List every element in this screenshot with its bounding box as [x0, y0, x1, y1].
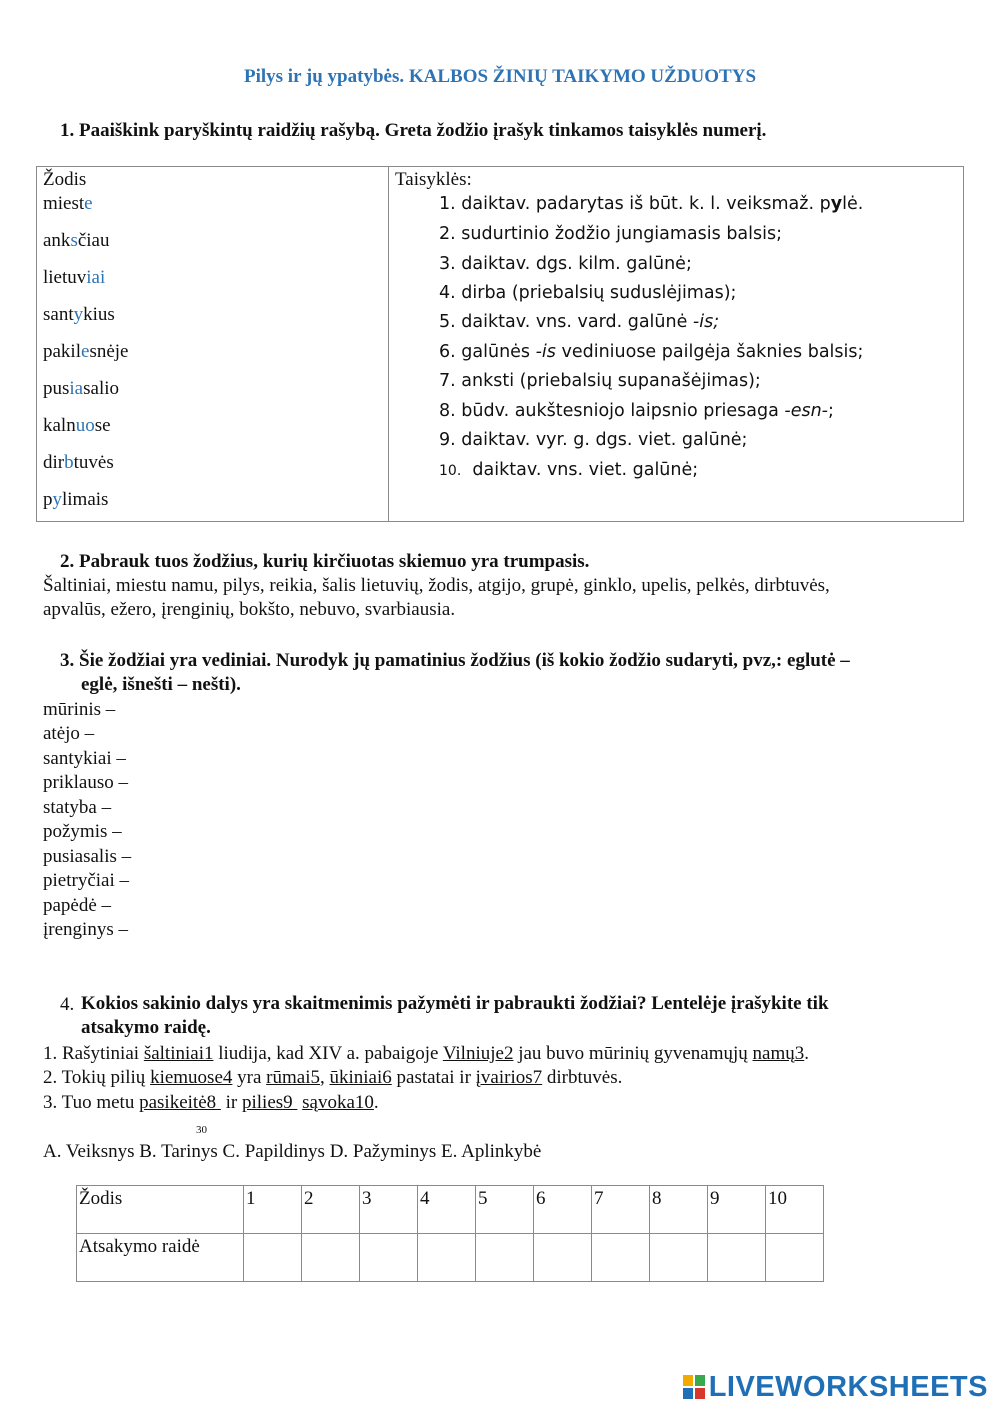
rule-item: 2. sudurtinio žodžio jungiamasis balsis; — [439, 224, 783, 244]
answer-cell[interactable] — [302, 1234, 360, 1282]
rule-item: 4. dirba (priebalsių suduslėjimas); — [439, 283, 737, 303]
number-cell: 7 — [592, 1186, 650, 1234]
word-item: anksčiau — [43, 230, 110, 251]
answer-cell[interactable] — [534, 1234, 592, 1282]
col-header-rules: Taisyklės: — [395, 169, 472, 190]
task2-heading: 2. Pabrauk tuos žodžius, kurių kirčiuotas skiemuo yra trumpasis. — [60, 551, 590, 572]
list-item: papėdė – — [43, 895, 112, 916]
word-item: pusiasalio — [43, 378, 120, 399]
number-cell: 5 — [476, 1186, 534, 1234]
answer-cell[interactable] — [360, 1234, 418, 1282]
word-item: dirbtuvės — [43, 452, 114, 473]
answer-cell[interactable] — [418, 1234, 476, 1282]
task4-heading: Kokios sakinio dalys yra skaitmenimis pažymėti ir pabraukti žodžiai? Lentelėje įrašykite tik — [81, 993, 829, 1014]
number-cell: 6 — [534, 1186, 592, 1234]
rule-item: 7. anksti (priebalsių supanašėjimas); — [439, 371, 761, 391]
sentence-3: 3. Tuo metu pasikeitė8 ir pilies9 sąvoka10. — [43, 1092, 379, 1113]
rule-item: 6. galūnės -is vediniuose pailgėja šaknies balsis; — [439, 342, 864, 362]
list-item: įrenginys – — [43, 919, 128, 940]
list-item: atėjo – — [43, 723, 95, 744]
task4-heading: atsakymo raidę. — [81, 1017, 211, 1038]
list-item: mūrinis – — [43, 699, 116, 720]
page-number: 30 — [196, 1124, 207, 1136]
word-item: pakilesnėje — [43, 341, 129, 362]
number-cell: 3 — [360, 1186, 418, 1234]
list-item: statyba – — [43, 797, 112, 818]
answer-table — [76, 1185, 824, 1282]
task3-heading: eglė, išnešti – nešti). — [81, 674, 241, 695]
table-row — [77, 1186, 824, 1234]
answer-options: A. Veiksnys B. Tarinys C. Papildinys D. Pažyminys E. Aplinkybė — [43, 1141, 542, 1162]
rule-item: 10. daiktav. vns. viet. galūnė; — [439, 460, 699, 480]
page-title: Pilys ir jų ypatybės. KALBOS ŽINIŲ TAIKYMO UŽDUOTYS — [243, 66, 757, 87]
word-item: mieste — [43, 193, 93, 214]
list-item: pietryčiai – — [43, 870, 129, 891]
task1-table — [36, 166, 964, 522]
number-cell: 1 — [244, 1186, 302, 1234]
word-item: pylimais — [43, 489, 109, 510]
rule-item: 8. būdv. aukštesniojo laipsnio priesaga -esn-; — [439, 401, 834, 421]
liveworksheets-logo-icon — [683, 1375, 705, 1399]
number-cell: 8 — [650, 1186, 708, 1234]
number-cell: 4 — [418, 1186, 476, 1234]
task2-line: apvalūs, ežero, įrenginių, bokšto, nebuvo, svarbiausia. — [43, 599, 456, 620]
number-cell: 2 — [302, 1186, 360, 1234]
rule-item: 9. daiktav. vyr. g. dgs. viet. galūnė; — [439, 430, 748, 450]
answer-cell[interactable] — [766, 1234, 824, 1282]
task2-line: Šaltiniai, miestu namu, pilys, reikia, šalis lietuvių, žodis, atgijo, grupė, ginklo, upelis, pelkės, dirbtuvės, — [43, 575, 830, 596]
answer-cell[interactable] — [592, 1234, 650, 1282]
answer-cell[interactable] — [244, 1234, 302, 1282]
rule-item: 3. daiktav. dgs. kilm. galūnė; — [439, 254, 692, 274]
row-label-word: Žodis — [77, 1186, 244, 1234]
liveworksheets-logo — [683, 1372, 988, 1402]
word-item: santykius — [43, 304, 115, 325]
number-cell: 10 — [766, 1186, 824, 1234]
rule-item: 1. daiktav. padarytas iš būt. k. l. veiksmaž. pylė. — [439, 194, 864, 214]
number-cell: 9 — [708, 1186, 766, 1234]
answer-cell[interactable] — [650, 1234, 708, 1282]
task1-heading: 1. Paaiškink paryškintų raidžių rašybą. Greta žodžio įrašyk tinkamos taisyklės numerį. — [60, 120, 767, 141]
task3-heading: 3. Šie žodžiai yra vediniai. Nurodyk jų pamatinius žodžius (iš kokio žodžio sudaryti, pvz,: eglutė – — [60, 650, 850, 671]
logo-text: LIVEWORKSHEETS — [708, 1370, 988, 1403]
list-item: santykiai – — [43, 748, 126, 769]
sentence-1: 1. Rašytiniai šaltiniai1 liudija, kad XIV a. pabaigoje Vilniuje2 jau buvo mūrinių gyvenamųjų namų3. — [43, 1043, 809, 1064]
list-item: priklauso – — [43, 772, 128, 793]
rule-item: 5. daiktav. vns. vard. galūnė -is; — [439, 312, 720, 332]
table-row — [77, 1234, 824, 1282]
task4-number: 4. — [60, 994, 75, 1015]
answer-cell[interactable] — [708, 1234, 766, 1282]
list-item: pusiasalis – — [43, 846, 132, 867]
sentence-2: 2. Tokių pilių kiemuose4 yra rūmai5, ūkiniai6 pastatai ir įvairios7 dirbtuvės. — [43, 1067, 623, 1088]
word-item: kalnuose — [43, 415, 111, 436]
list-item: požymis – — [43, 821, 122, 842]
answer-cell[interactable] — [476, 1234, 534, 1282]
row-label-answer: Atsakymo raidė — [77, 1234, 244, 1282]
col-header-word: Žodis — [43, 169, 87, 190]
word-item: lietuviai — [43, 267, 106, 288]
table-divider — [388, 167, 389, 521]
